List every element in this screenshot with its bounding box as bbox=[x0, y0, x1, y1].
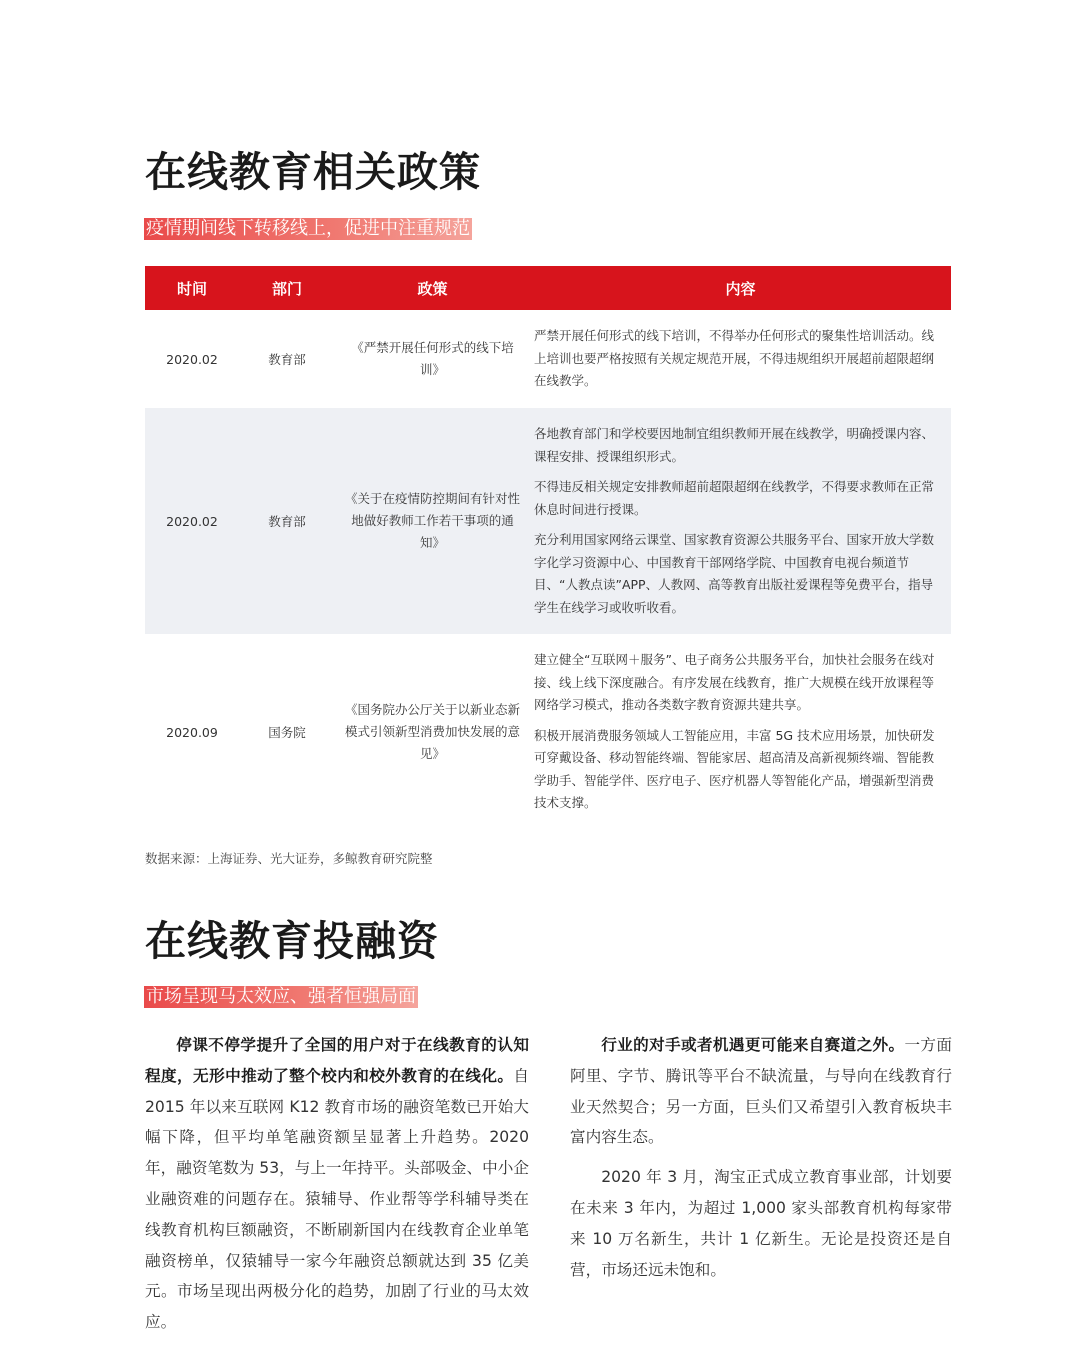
header-policy: 政策 bbox=[335, 266, 530, 310]
content-paragraph: 不得违反相关规定安排教师超前超限超纲在线教学，不得要求教师在正常休息时间进行授课。 bbox=[534, 479, 935, 517]
content-paragraph: 严禁开展任何形式的线下培训，不得举办任何形式的聚集性培训活动。线上培训也要严格按照有关规定规范开展，不得违规组织开展超前超限超纲在线教学。 bbox=[534, 328, 935, 389]
table-header-row bbox=[145, 266, 951, 310]
header-content: 内容 bbox=[530, 266, 951, 310]
content-paragraph: 建立健全“互联网＋服务”、电子商务公共服务平台，加快社会服务在线对接、线上线下深度融合。有序发展在线教育，推广大规模在线开放课程等网络学习模式，推动各类数字教育资源共建共享。 bbox=[534, 652, 935, 713]
right-text-column bbox=[570, 1030, 952, 1285]
table-row bbox=[145, 634, 951, 830]
section-title-policy: 在线教育相关政策 bbox=[145, 148, 481, 196]
content-paragraph: 积极开展消费服务领域人工智能应用，丰富 5G 技术应用场景，加快研发可穿戴设备、移动智能终端、智能家居、超高清及高新视频终端、智能教学助手、智能学伴、医疗电子、医疗机器人等智能化产品，增强新型消费技术支撑。 bbox=[534, 727, 935, 811]
cell-content bbox=[530, 634, 951, 830]
section-tag-policy: 疫情期间线下转移线上，促进中注重规范 bbox=[146, 218, 470, 239]
body-text: 一方面阿里、字节、腾讯等平台不缺流量，与导向在线教育行业天然契合；另一方面，巨头们又希望引入教育板块丰富内容生态。 bbox=[570, 1036, 952, 1147]
header-department: 部门 bbox=[239, 266, 335, 310]
section-tag-investment: 市场呈现马太效应、强者恒强局面 bbox=[146, 986, 416, 1007]
lead-sentence: 行业的对手或者机遇更可能来自赛道之外。 bbox=[601, 1036, 905, 1054]
cell-time: 2020.02 bbox=[166, 513, 218, 529]
cell-policy: 《国务院办公厅关于以新业态新模式引领新型消费加快发展的意见》 bbox=[344, 702, 520, 761]
section-title-investment: 在线教育投融资 bbox=[145, 917, 439, 965]
cell-department: 国务院 bbox=[268, 725, 306, 740]
policy-table bbox=[145, 266, 951, 830]
cell-content bbox=[530, 408, 951, 634]
paragraph: 2020 年 3 月，淘宝正式成立教育事业部，计划要在未来 3 年内，为超过 1,000 家头部教育机构每家带来 10 万名新生，共计 1 亿新生。无论是投资还是自营，市场还远未饱和。 bbox=[570, 1168, 952, 1279]
cell-department: 教育部 bbox=[268, 352, 306, 367]
content-paragraph: 各地教育部门和学校要因地制宜组织教师开展在线教学，明确授课内容、课程安排、授课组织形式。 bbox=[534, 426, 935, 464]
data-source-note: 数据来源：上海证券、光大证券，多鲸教育研究院整 bbox=[145, 851, 433, 866]
left-text-column bbox=[145, 1030, 529, 1338]
lead-sentence: 停课不停学提升了全国的用户对于在线教育的认知程度，无形中推动了整个校内和校外教育的在线化。 bbox=[145, 1036, 529, 1085]
cell-content bbox=[530, 310, 951, 408]
header-time: 时间 bbox=[145, 266, 239, 310]
table-row bbox=[145, 310, 951, 408]
cell-department: 教育部 bbox=[268, 514, 306, 529]
content-paragraph: 充分利用国家网络云课堂、国家教育资源公共服务平台、国家开放大学数字化学习资源中心、中国教育干部网络学院、中国教育电视台频道节目、“人教点读”APP、人教网、高等教育出版社爱课程等免费平台，指导学生在线学习或收听收看。 bbox=[534, 532, 935, 615]
cell-policy: 《关于在疫情防控期间有针对性地做好教师工作若干事项的通知》 bbox=[344, 491, 520, 550]
table-row bbox=[145, 408, 951, 634]
paragraph bbox=[570, 1030, 952, 1153]
cell-policy: 《严禁开展任何形式的线下培训》 bbox=[351, 340, 514, 377]
body-text: 自 2015 年以来互联网 K12 教育市场的融资笔数已开始大幅下降，但平均单笔融资额呈显著上升趋势。2020 年，融资笔数为 53，与上一年持平。头部吸金、中小企业融资难的问题存在。猿辅导、作业帮等学科辅导类在线教育机构巨额融资，不断刷新国内在线教育企业单笔融资榜单，仅猿辅导一家今年融资总额就达到 35 亿美元。市场呈现出两极分化的趋势，加剧了行业的马太效应。 bbox=[145, 1066, 529, 1332]
cell-time: 2020.09 bbox=[166, 724, 218, 740]
cell-time: 2020.02 bbox=[166, 351, 218, 367]
paragraph bbox=[145, 1030, 529, 1338]
